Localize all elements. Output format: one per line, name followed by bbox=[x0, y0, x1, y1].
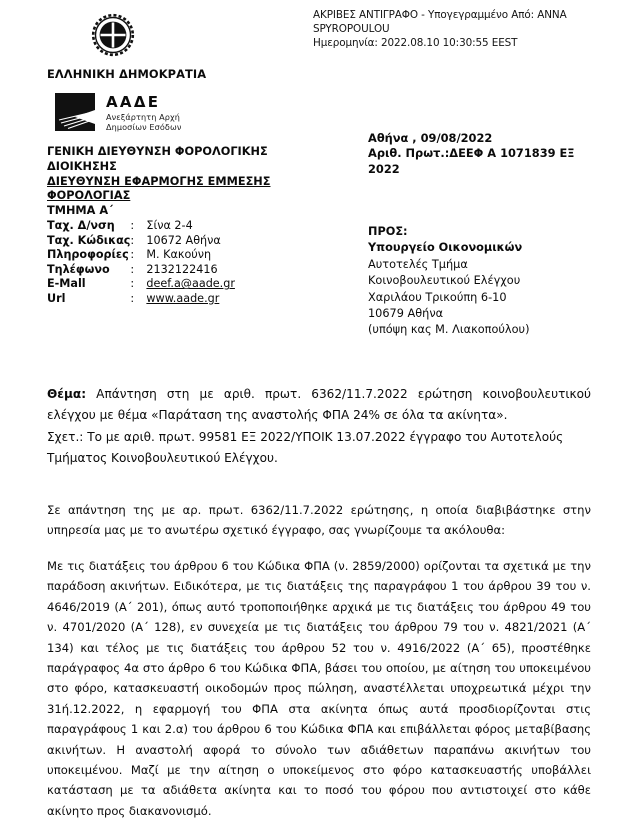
recipient-line: Κοινοβουλευτικού Ελέγχου bbox=[368, 274, 521, 288]
department-line: ΤΜΗΜΑ Α΄ bbox=[47, 203, 114, 217]
contact-details-table bbox=[47, 219, 235, 306]
contact-label: Ταχ. Δ/νση bbox=[47, 219, 115, 233]
contact-separator: : bbox=[130, 277, 135, 291]
signature-signer-line: ΑΚΡΙΒΕΣ ΑΝΤΙΓΡΑΦΟ - Υπογεγραμμένο Από: ANNA SPYROPOULOU bbox=[313, 9, 567, 36]
website-link[interactable]: www.aade.gr bbox=[146, 291, 220, 305]
contact-separator: : bbox=[130, 233, 135, 247]
contact-row bbox=[47, 263, 235, 278]
department-line: ΔΙΟΙΚΗΣΗΣ bbox=[47, 160, 117, 173]
contact-value: 2132122416 bbox=[146, 262, 218, 276]
recipient-line: (υπόψη κας Μ. Λιακοπούλου) bbox=[368, 323, 530, 337]
contact-label: Πληροφορίες bbox=[47, 248, 129, 262]
contact-row bbox=[47, 292, 235, 307]
contact-separator: : bbox=[130, 291, 135, 305]
protocol-number bbox=[368, 146, 618, 177]
protocol-number-line-1: Αριθ. Πρωτ.:ΔΕΕΦ Α 1071839 ΕΞ bbox=[368, 146, 575, 161]
contact-row bbox=[47, 234, 235, 249]
department-line: ΓΕΝΙΚΗ ΔΙΕΥΘΥΝΣΗ ΦΟΡΟΛΟΓΙΚΗΣ bbox=[47, 145, 268, 159]
contact-separator: : bbox=[130, 262, 135, 276]
protocol-number-line-2: 2022 bbox=[368, 161, 400, 176]
place-and-date: Αθήνα , 09/08/2022 bbox=[368, 131, 493, 145]
aade-logo bbox=[55, 93, 297, 132]
contact-separator: : bbox=[130, 219, 135, 233]
contact-label: E-Mall bbox=[47, 277, 86, 291]
reference-paragraph: Σχετ.: Το με αριθ. πρωτ. 99581 ΕΞ 2022/ΥΠΟΙΚ 13.07.2022 έγγραφο του Αυτοτελούς Τμήματος Κοινοβουλευτικού Ελέγχου. bbox=[47, 430, 564, 465]
subject-section bbox=[47, 384, 591, 468]
department-line: ΔΙΕΥΘΥΝΣΗ ΕΦΑΡΜΟΓΗΣ ΕΜΜΕΣΗΣ bbox=[47, 174, 271, 188]
subject-paragraph bbox=[47, 384, 591, 425]
contact-label: Url bbox=[47, 291, 66, 305]
issuer-column bbox=[47, 67, 297, 306]
subject-text: Απάντηση στη με αριθ. πρωτ. 6362/11.7.2022 ερώτηση κοινοβουλευτικού ελέγχου με θέμα «Παράταση της αναστολής ΦΠΑ 24% σε όλα τα ακίνητα». bbox=[47, 387, 591, 422]
contact-value: Μ. Κακούνη bbox=[146, 248, 212, 262]
recipient-block bbox=[368, 224, 618, 339]
body-paragraph: Με τις διατάξεις του άρθρου 6 του Κώδικα ΦΠΑ (ν. 2859/2000) ορίζονται τα σχετικά με την παράδοση ακινήτων. Ειδικότερα, με τις διατάξεις της παραγράφου 1 του άρθρου 39 του ν. 4646/2019 (Α΄ 201), όπως αυτό τροποποιήθηκε αρχικά με τις διατάξεις του άρθρου 49 του ν. 4701/2020 (Α΄ 128), εν συνεχεία με τις διατάξεις του άρθρου 79 του ν. 4821/2021 (Α΄ 134) και τέλος με τις διατάξεις του άρθρου 52 του ν. 4916/2022 (Α΄ 65), προστέθηκε παράγραφος 4α στο άρθρο 6 του Κώδικα ΦΠΑ, βάσει του οποίου, με αίτηση του υποκειμένου στο φόρο, κατασκευαστή οικοδομών προς πώληση, αναστέλλεται υποχρεωτικά μέχρι την 31ή.12.2022, η εφαρμογή του ΦΠΑ στα ακίνητα όπως αυτά προσδιορίζονται στις παραγράφους 1 και 2.α) του άρθρου 6 του Κώδικα ΦΠΑ και επιβάλλεται φόρος μεταβίβασης ακινήτων. Η αναστολή αφορά το σύνολο των αδιάθετων παραπάνω ακινήτων του υποκειμένου. Μαζί με την αίτηση ο υποκείμενος στο φόρο κατασκευαστής υποβάλλει κατάσταση με τα αδιάθετα ακίνητα και το ποσό του φόρου που αντιστοιχεί στο κάθε ακίνητο προς διακανονισμό. bbox=[47, 559, 591, 818]
contact-value: Σίνα 2-4 bbox=[146, 219, 193, 233]
signature-date-line: Ημερομηνία: 2022.08.10 10:30:55 EEST bbox=[313, 37, 518, 50]
contact-value: 10672 Αθήνα bbox=[146, 233, 221, 247]
aade-subtitle-line-2: Δημοσίων Εσόδων bbox=[106, 122, 182, 133]
contact-row bbox=[47, 277, 235, 292]
aade-mark-icon bbox=[55, 93, 95, 131]
contact-label: Ταχ. Κώδικας bbox=[47, 233, 131, 247]
department-hierarchy bbox=[47, 145, 297, 218]
recipient-line: Αυτοτελές Τμήμα bbox=[368, 257, 468, 271]
recipient-organization: Υπουργείο Οικονομικών bbox=[368, 241, 523, 255]
subject-label: Θέμα: bbox=[47, 387, 87, 401]
recipient-to-label: ΠΡΟΣ: bbox=[368, 224, 408, 238]
recipient-line: 10679 Αθήνα bbox=[368, 306, 444, 320]
contact-row bbox=[47, 219, 235, 234]
greek-coat-of-arms-icon bbox=[90, 12, 136, 58]
contact-label: Τηλέφωνο bbox=[47, 262, 110, 276]
body-section bbox=[47, 556, 591, 821]
contact-separator: : bbox=[130, 248, 135, 262]
aade-title: ΑΑΔΕ bbox=[106, 93, 161, 111]
contact-row bbox=[47, 248, 235, 263]
digital-signature-header bbox=[313, 8, 631, 51]
department-line: ΦΟΡΟΛΟΓΙΑΣ bbox=[47, 189, 131, 203]
intro-paragraph: Σε απάντηση της με αρ. πρωτ. 6362/11.7.2022 ερώτησης, η οποία διαβιβάστηκε στην υπηρεσία μας με το ανωτέρω σχετικό έγγραφο, σας γνωρίζουμε τα ακόλουθα: bbox=[47, 503, 591, 538]
recipient-line: Χαριλάου Τρικούπη 6-10 bbox=[368, 290, 507, 304]
email-link[interactable]: deef.a@aade.gr bbox=[146, 277, 235, 291]
addressee-column bbox=[368, 131, 618, 339]
aade-subtitle-line-1: Ανεξάρτητη Αρχή bbox=[106, 112, 180, 122]
hellenic-republic-label: ΕΛΛΗΝΙΚΗ ΔΗΜΟΚΡΑΤΙΑ bbox=[47, 67, 207, 81]
